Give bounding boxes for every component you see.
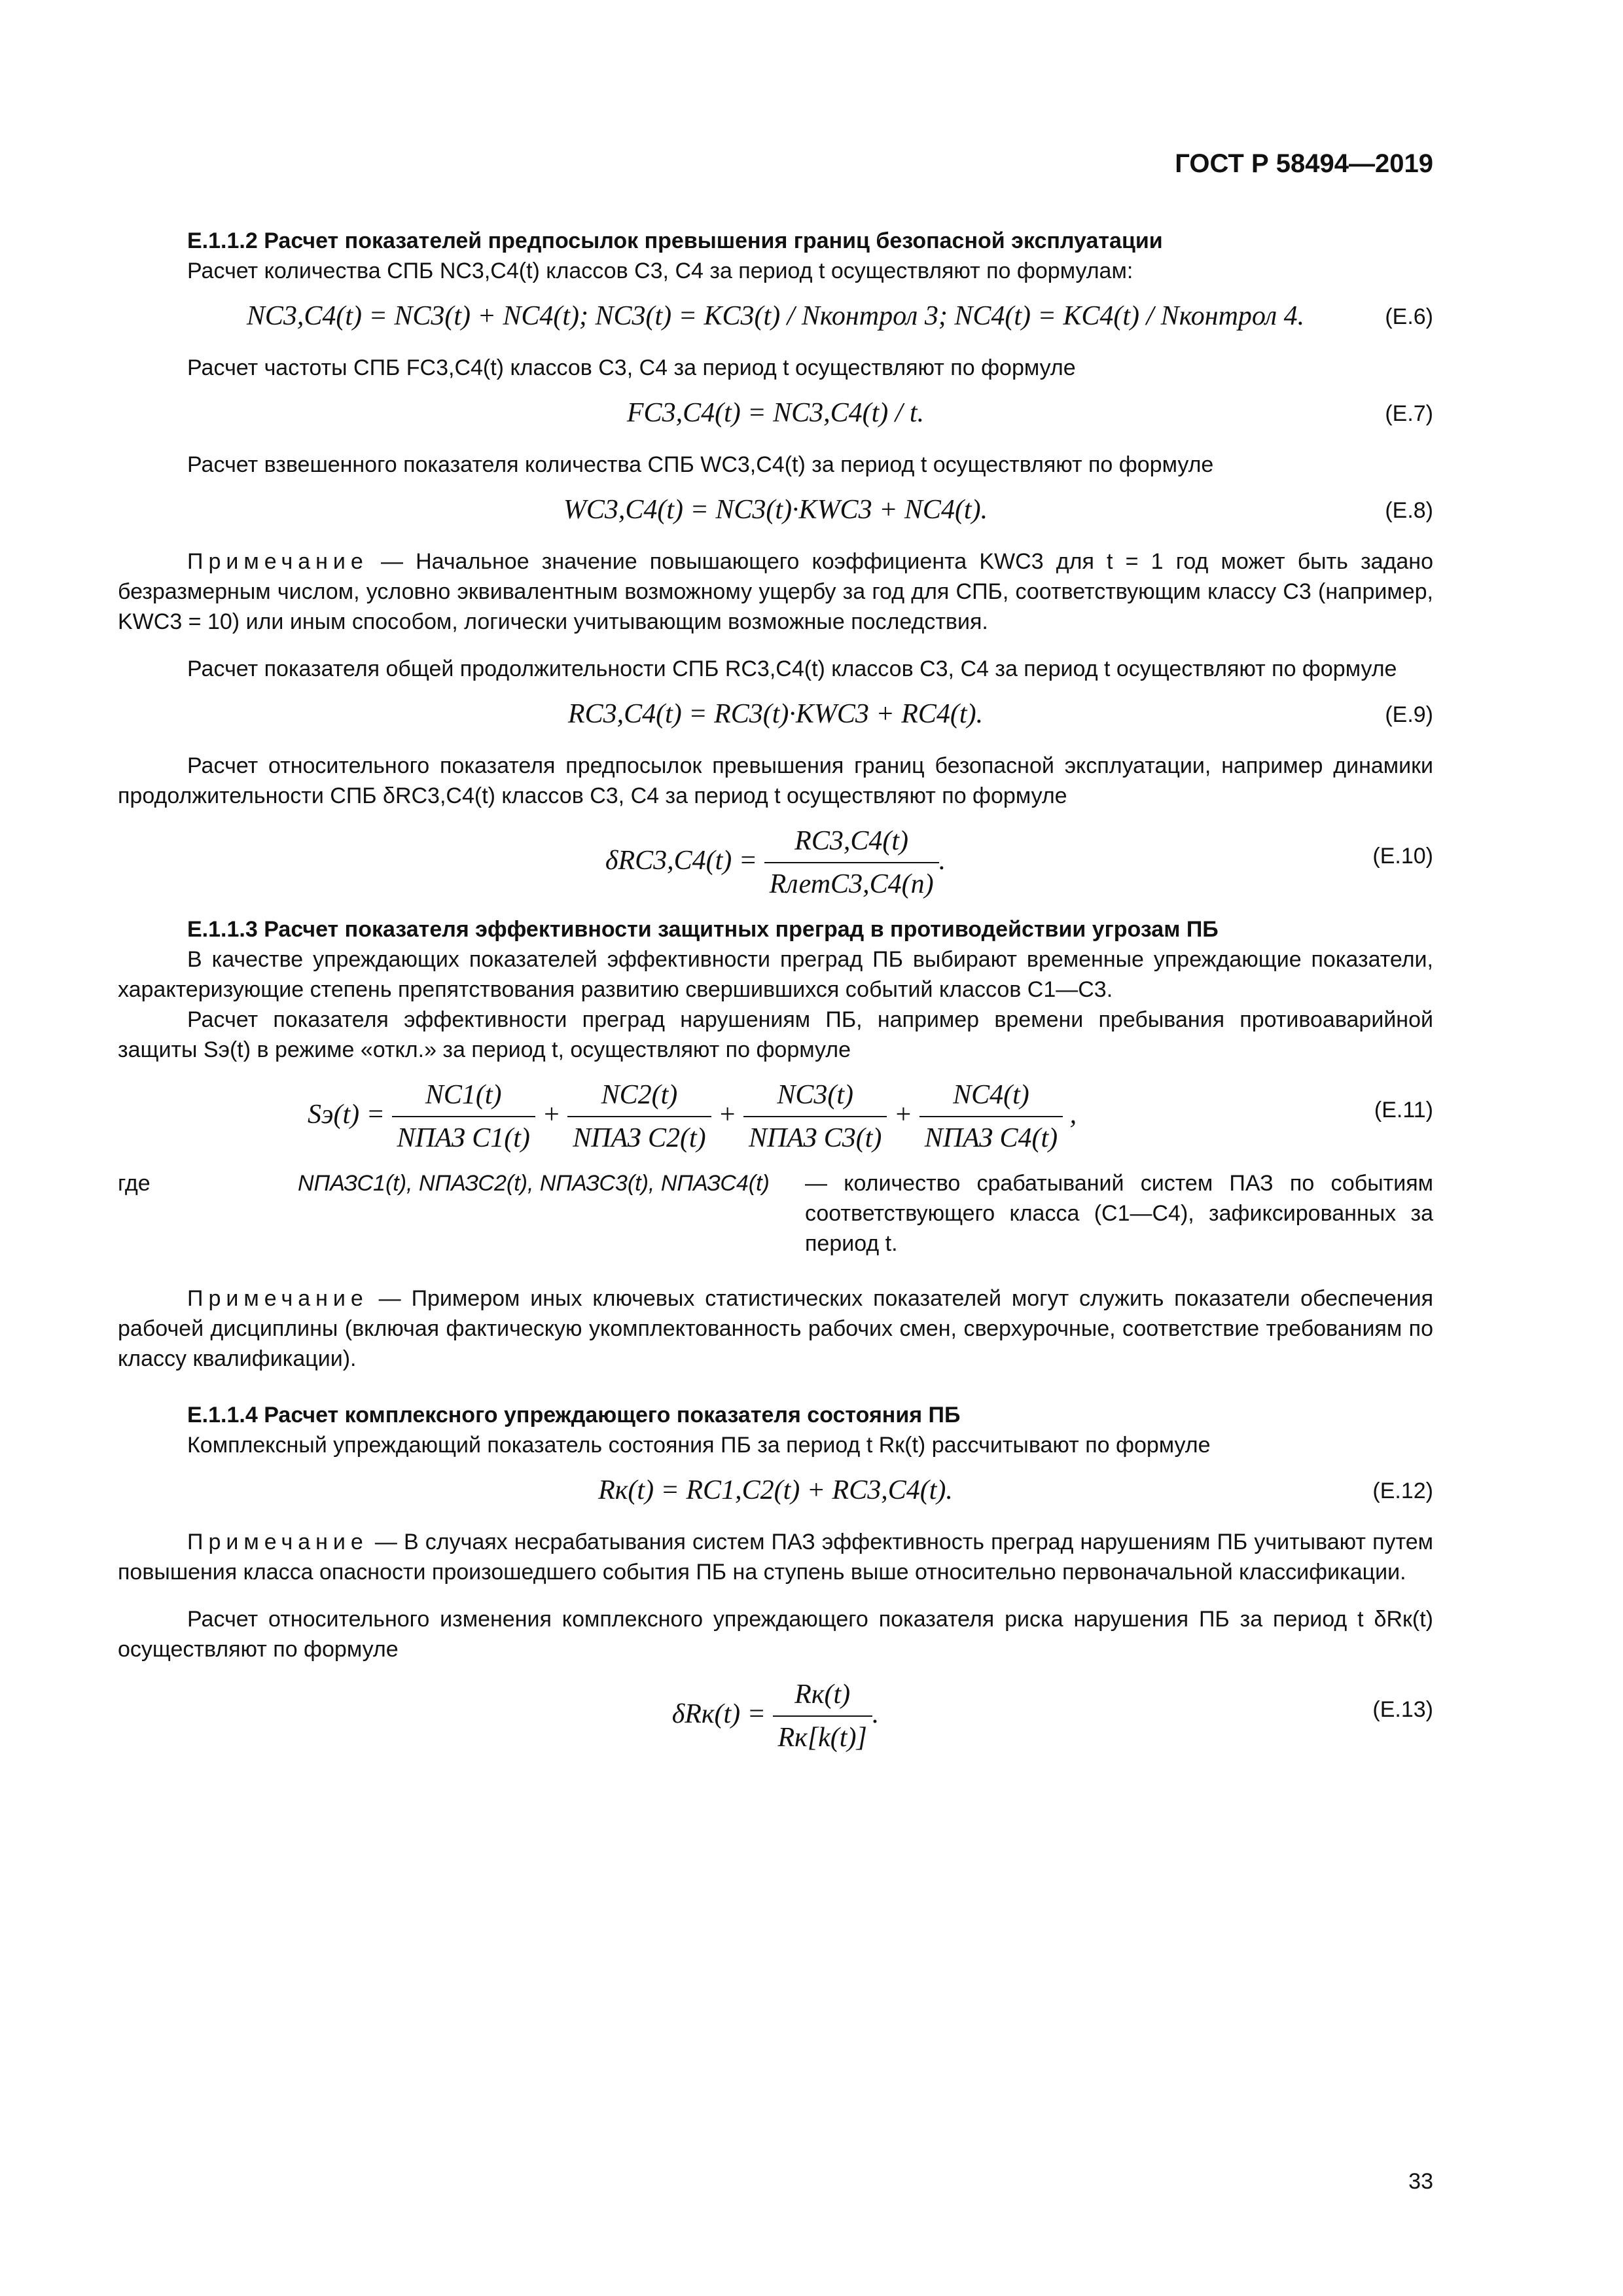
equation-number: (Е.11) xyxy=(1374,1098,1433,1122)
fraction-denominator: NПАЗ С1(t) xyxy=(397,1123,530,1153)
fraction-numerator: NС4(t) xyxy=(919,1074,1063,1117)
fraction-denominator: NПАЗ С4(t) xyxy=(924,1123,1058,1153)
note-text: — В случаях несрабатывания систем ПАЗ эффективность преград нарушениям ПБ учитывают путем повышения класса опасности произошедшего события ПБ на ступень выше относительно первоначальной классификации. xyxy=(118,1530,1433,1585)
paragraph: Расчет относительного изменения комплексного упреждающего показателя риска нарушения ПБ за период t δRк(t) осуществляют по формуле xyxy=(118,1607,1433,1662)
formula: Rк(t) = RС1,С2(t) + RС3,С4(t). xyxy=(598,1475,953,1505)
paragraph: Расчет частоты СПБ FС3,С4(t) классов С3, С4 за период t осуществляют по формуле xyxy=(187,355,1076,380)
fraction-numerator: RС3,С4(t) xyxy=(764,820,939,863)
standard-header: ГОСТ Р 58494—2019 xyxy=(1175,149,1433,178)
equation-e6 xyxy=(118,295,1433,337)
equation-number: (Е.6) xyxy=(1385,304,1433,329)
fraction-denominator: NПАЗ С2(t) xyxy=(573,1123,706,1153)
paragraph: В качестве упреждающих показателей эффективности преград ПБ выбирают временные упреждающие показатели, характеризующие степень препятствования развитию свершившихся событий классов С1—С3. xyxy=(118,947,1433,1002)
paragraph: Расчет показателя эффективности преград нарушениям ПБ, например времени пребывания противоаварийной защиты Sэ(t) в режиме «откл.» за период t, осуществляют по формуле xyxy=(118,1007,1433,1062)
note-label: Примечание xyxy=(187,1286,368,1311)
formula-end: . xyxy=(872,1698,880,1729)
fraction xyxy=(743,1074,887,1159)
paragraph: Расчет количества СПБ NС3,С4(t) классов С3, С4 за период t осуществляют по формулам: xyxy=(187,259,1133,283)
formula-end: , xyxy=(1069,1099,1077,1130)
page-number: 33 xyxy=(1408,2169,1433,2194)
where-symbols: NПАЗС1(t), NПАЗС2(t), NПАЗС3(t), NПАЗС4(t) xyxy=(298,1171,770,1196)
where-description: — количество срабатываний систем ПАЗ по событиям соответствующего класса (С1—С4), зафиксированных за период t. xyxy=(805,1171,1433,1256)
fraction-numerator: Rк(t) xyxy=(773,1674,872,1717)
where-word: где xyxy=(118,1171,151,1196)
equation-e11 xyxy=(118,1074,1433,1153)
equation-number: (Е.12) xyxy=(1372,1479,1433,1503)
fraction-numerator: NС3(t) xyxy=(743,1074,887,1117)
fraction xyxy=(567,1074,711,1159)
formula-end: . xyxy=(938,845,946,876)
plus-sign: + xyxy=(542,1099,561,1130)
equation-e7 xyxy=(118,392,1433,434)
note-text: — Примером иных ключевых статистических показателей могут служить показатели обеспечения рабочей дисциплины (включая фактическую укомплектованность рабочих смен, сверхурочные, соответствие требованиям по классу квалификации). xyxy=(118,1286,1433,1371)
note xyxy=(118,1527,1433,1587)
note xyxy=(118,547,1433,637)
paragraph: Расчет взвешенного показателя количества СПБ WС3,С4(t) за период t осуществляют по формуле xyxy=(187,452,1214,477)
document-body xyxy=(118,226,1433,1768)
fraction-denominator: RлетС3,С4(n) xyxy=(769,869,934,899)
equation-e12 xyxy=(118,1469,1433,1511)
fraction-numerator: NС2(t) xyxy=(567,1074,711,1117)
equation-e13 xyxy=(118,1674,1433,1752)
formula-lhs: Sэ(t) = xyxy=(308,1099,385,1130)
section-heading-e112: Е.1.1.2 Расчет показателей предпосылок превышения границ безопасной эксплуатации xyxy=(187,228,1163,253)
note xyxy=(118,1283,1433,1374)
equation-e10 xyxy=(118,820,1433,899)
plus-sign: + xyxy=(718,1099,737,1130)
fraction-numerator: NС1(t) xyxy=(392,1074,535,1117)
equation-number: (Е.9) xyxy=(1385,702,1433,727)
formula: RС3,С4(t) = RС3(t)·KWС3 + RС4(t). xyxy=(567,699,984,729)
section-heading-e114: Е.1.1.4 Расчет комплексного упреждающего показателя состояния ПБ xyxy=(187,1403,961,1427)
fraction xyxy=(773,1674,872,1759)
fraction xyxy=(919,1074,1063,1159)
paragraph: Комплексный упреждающий показатель состояния ПБ за период t Rк(t) рассчитывают по формуле xyxy=(187,1433,1211,1458)
equation-number: (Е.8) xyxy=(1385,498,1433,523)
note-label: Примечание xyxy=(187,1530,368,1554)
formula: NС3,С4(t) = NС3(t) + NС4(t); NС3(t) = KС3(t) / Nконтрол 3; NС4(t) = KС4(t) / Nконтрол 4. xyxy=(246,301,1305,331)
equation-e9 xyxy=(118,693,1433,735)
formula: FС3,С4(t) = NС3,С4(t) / t. xyxy=(626,398,925,428)
paragraph: Расчет относительного показателя предпосылок превышения границ безопасной эксплуатации, например динамики продолжительности СПБ δRС3,С4(t) классов С3, С4 за период t осуществляют по формуле xyxy=(118,753,1433,808)
note-label: Примечание xyxy=(187,549,368,574)
where-clause xyxy=(118,1168,1433,1266)
fraction-denominator: NПАЗ С3(t) xyxy=(749,1123,882,1153)
formula-lhs: δRС3,С4(t) = xyxy=(605,845,758,876)
plus-sign: + xyxy=(893,1099,913,1130)
formula: WС3,С4(t) = NС3(t)·KWС3 + NС4(t). xyxy=(563,495,988,525)
equation-e8 xyxy=(118,489,1433,531)
formula-lhs: δRк(t) = xyxy=(671,1698,766,1729)
section-heading-e113: Е.1.1.3 Расчет показателя эффективности защитных преград в противодействии угрозам ПБ xyxy=(187,917,1219,942)
fraction-denominator: Rк[k(t)] xyxy=(777,1723,867,1753)
fraction xyxy=(764,820,939,905)
equation-number: (Е.7) xyxy=(1385,401,1433,426)
paragraph: Расчет показателя общей продолжительности СПБ RС3,С4(t) классов С3, С4 за период t осуществляют по формуле xyxy=(187,656,1397,681)
note-text: — Начальное значение повышающего коэффициента KWС3 для t = 1 год может быть задано безразмерным числом, условно эквивалентным возможному ущербу за год для СПБ, соответствующим классу С3 (например, KWС3 = 10) или иным способом, логически учитывающим возможные последствия. xyxy=(118,549,1433,634)
equation-number: (Е.10) xyxy=(1372,844,1433,869)
fraction xyxy=(392,1074,535,1159)
equation-number: (Е.13) xyxy=(1372,1697,1433,1722)
